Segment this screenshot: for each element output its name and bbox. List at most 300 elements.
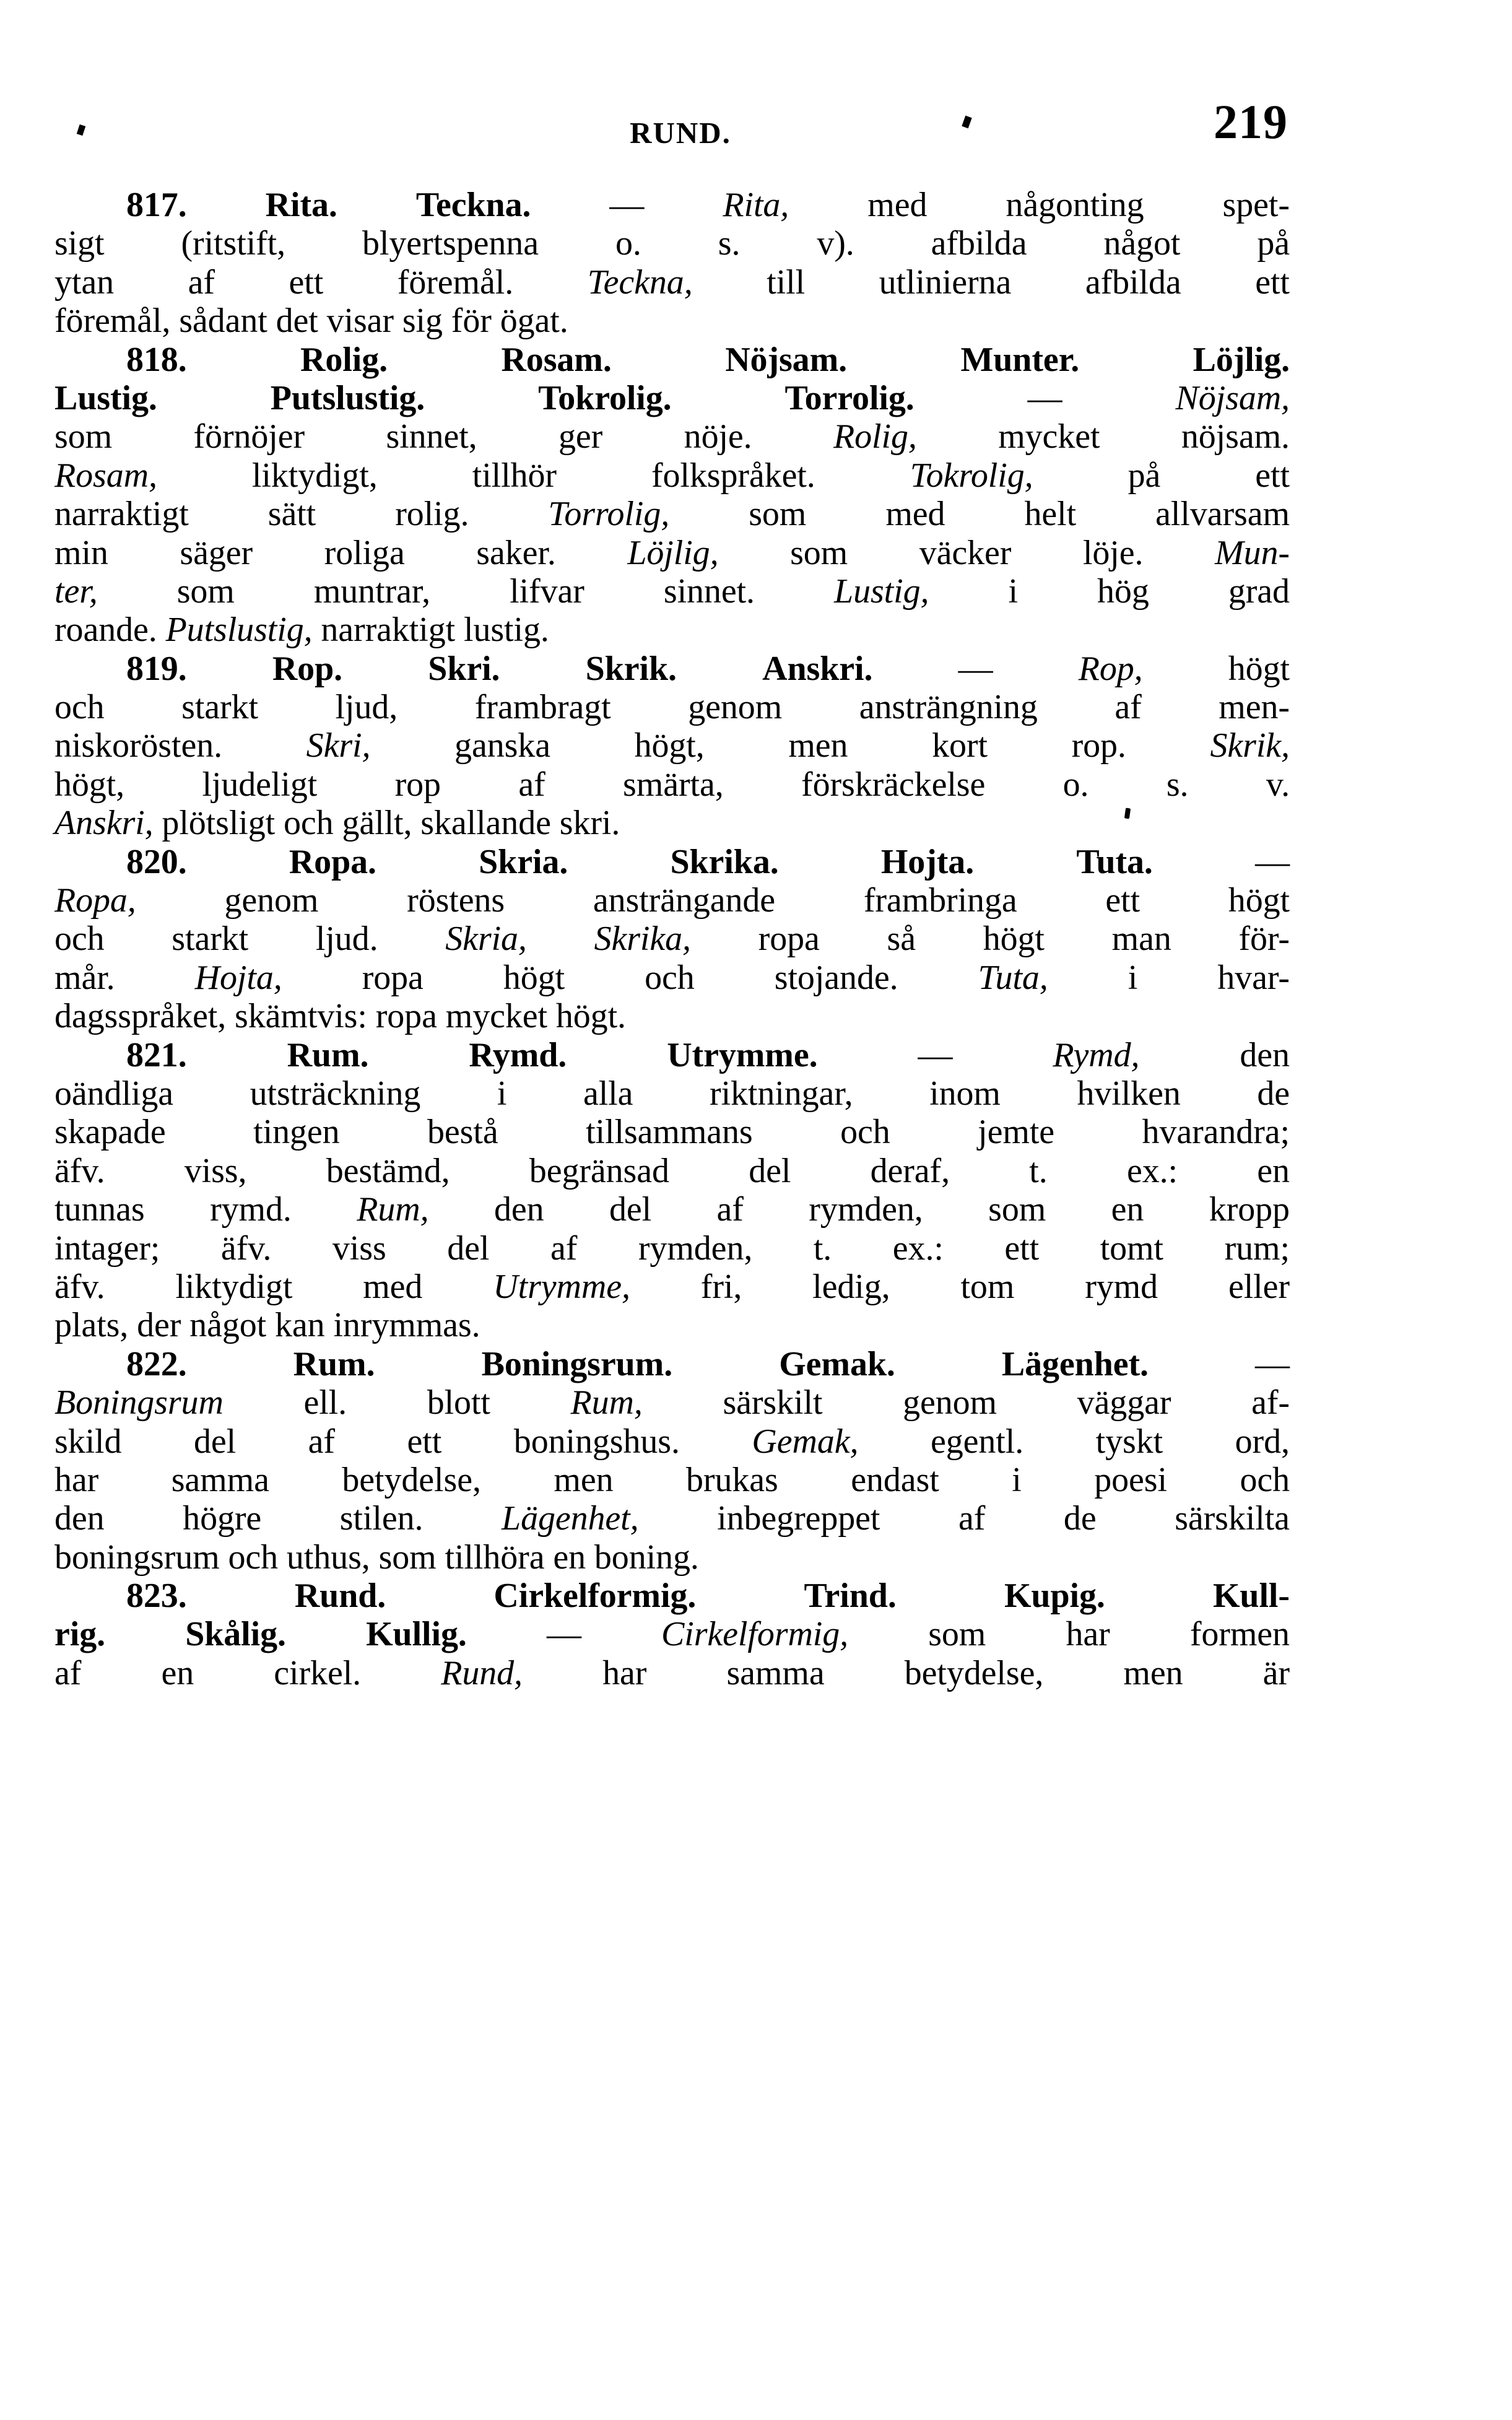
text-line (54, 1422, 1290, 1461)
text-line (54, 1152, 1290, 1190)
word: v). (817, 224, 854, 263)
italic-lemma: Rum, (570, 1383, 643, 1422)
word: nöjsam. (1181, 417, 1290, 456)
text-line (54, 534, 1290, 572)
word: af (550, 1229, 578, 1268)
word: formen (1189, 1615, 1290, 1654)
word: sigt (54, 224, 105, 263)
word: ger (558, 417, 603, 456)
word: genom (903, 1383, 997, 1422)
text-line (54, 1113, 1290, 1151)
headword: Rita. (265, 186, 337, 224)
word: högt (1228, 881, 1290, 920)
headword: Skrika. (670, 842, 779, 881)
word: men (554, 1460, 614, 1499)
word: tom (960, 1267, 1015, 1306)
word: som (749, 495, 807, 534)
word: och (840, 1113, 890, 1152)
headword: Boningsrum. (481, 1344, 673, 1383)
word: tillhör (472, 456, 557, 495)
headword: Putslustig. (270, 378, 425, 417)
headword: Rund. (294, 1577, 386, 1616)
word: högt (983, 920, 1045, 959)
word: — (546, 1615, 581, 1654)
text-line (54, 341, 1290, 379)
word: endast (851, 1460, 939, 1499)
headword: Rum. (287, 1035, 369, 1074)
headword: Skålig. (185, 1615, 286, 1654)
word: starkt (181, 688, 258, 727)
word: af (958, 1499, 986, 1538)
headword: Rop. (272, 649, 343, 688)
word: som (54, 417, 113, 456)
word: ganska (454, 726, 550, 765)
word: förskräckelse (801, 765, 986, 804)
headword: Lustig. (54, 378, 157, 417)
word: v. (1266, 765, 1290, 804)
word: hvilken (1077, 1074, 1181, 1113)
text-line (54, 1577, 1290, 1615)
word: genom (224, 881, 319, 920)
headword: Tuta. (1076, 842, 1153, 881)
word: hvarandra; (1142, 1113, 1290, 1152)
word: samma (726, 1653, 825, 1692)
italic-lemma: Löjlig, (627, 533, 719, 572)
italic-lemma: Torrolig, (548, 495, 670, 534)
word: ledig, (812, 1267, 890, 1306)
word: och (1240, 1460, 1290, 1499)
word: och (54, 920, 105, 959)
headword: 818. (126, 340, 187, 379)
text-line (54, 224, 1290, 263)
word: riktningar, (710, 1074, 853, 1113)
word: ytan (54, 263, 115, 302)
word: den (493, 1190, 544, 1229)
word: plats, der något kan inrymmas. (54, 1306, 480, 1345)
word: säger (180, 533, 253, 572)
word: tillsammans (586, 1113, 753, 1152)
word: rum; (1224, 1229, 1290, 1268)
text-line (54, 765, 1290, 804)
headword: 819. (126, 649, 187, 688)
text-line (54, 804, 1290, 842)
text-line (54, 1229, 1290, 1268)
headword: Kullig. (366, 1615, 467, 1654)
word: äfv. (220, 1229, 272, 1268)
text-line (54, 1499, 1290, 1538)
word: en (161, 1653, 194, 1692)
word: folkspråket. (651, 456, 815, 495)
text-line (54, 650, 1290, 688)
word: ett (407, 1422, 442, 1461)
italic-lemma: Rolig, (833, 417, 917, 456)
text-line (54, 1306, 1290, 1344)
text-line (54, 997, 1290, 1035)
word: ett (1255, 456, 1290, 495)
word: af (308, 1422, 335, 1461)
text-line (54, 611, 1290, 649)
word: viss (332, 1229, 386, 1268)
word: äfv. (54, 1151, 105, 1190)
word: fri, (700, 1267, 742, 1306)
word: ansträngande (593, 881, 776, 920)
word: roliga (324, 533, 405, 572)
word: så (887, 920, 916, 959)
word: stilen. (339, 1499, 424, 1538)
word: (ritstift, (181, 224, 286, 263)
word: med (363, 1267, 423, 1306)
word: ord, (1235, 1422, 1290, 1461)
italic-lemma: Teckna, (587, 263, 693, 302)
text-line (54, 1538, 1290, 1577)
word: ett (1105, 881, 1141, 920)
word: särskilta (1175, 1499, 1290, 1538)
italic-lemma: Rop, (1078, 649, 1143, 688)
italic-lemma: Boningsrum (54, 1383, 224, 1422)
word: intager; (54, 1229, 160, 1268)
headword: Teckna. (415, 186, 531, 224)
text-line (54, 1074, 1290, 1113)
word: hög (1097, 572, 1149, 611)
word: niskorösten. (54, 726, 223, 765)
word: löje. (1082, 533, 1144, 572)
word: stojande. (774, 958, 898, 997)
word: plötsligt och gällt, skallande skri. (153, 804, 620, 843)
word: genom (688, 688, 783, 727)
word: — (609, 186, 645, 224)
word: tyskt (1095, 1422, 1163, 1461)
headword: Skri. (428, 649, 500, 688)
headword: Löjlig. (1193, 340, 1290, 379)
headword: Tokrolig. (538, 378, 672, 417)
word: högt, (634, 726, 705, 765)
text-line (54, 495, 1290, 533)
word: betydelse, (904, 1653, 1044, 1692)
word: ex.: (892, 1229, 944, 1268)
word: af (716, 1190, 744, 1229)
word: ell. (303, 1383, 347, 1422)
word: högt, (54, 765, 125, 804)
headword: Cirkelformig. (493, 1577, 697, 1616)
word: något (1103, 224, 1181, 263)
word: kort (932, 726, 988, 765)
headword: Skrik. (585, 649, 677, 688)
word: begränsad (529, 1151, 669, 1190)
italic-lemma: Rosam, (54, 456, 157, 495)
text-line (54, 379, 1290, 417)
word: föremål. (397, 263, 514, 302)
headword: Trind. (804, 1577, 897, 1616)
text-line (54, 186, 1290, 224)
headword: 822. (126, 1344, 187, 1383)
word: muntrar, (313, 572, 431, 611)
word: bestämd, (326, 1151, 450, 1190)
word: med (867, 186, 928, 224)
word: frambragt (474, 688, 611, 727)
word: föremål, sådant det visar sig för ögat. (54, 302, 568, 341)
headword: Munter. (960, 340, 1080, 379)
italic-lemma: Anskri, (54, 804, 154, 843)
word: narraktigt lustig. (312, 611, 549, 650)
body-text-block (54, 186, 1290, 1692)
word: hvar- (1217, 958, 1290, 997)
word: för- (1238, 920, 1290, 959)
word: nöje. (684, 417, 752, 456)
headword: 823. (126, 1577, 187, 1616)
italic-lemma: Rum, (357, 1190, 429, 1229)
word: har (602, 1653, 647, 1692)
headword: Rymd. (469, 1035, 567, 1074)
word: väcker (919, 533, 1012, 572)
headword: Ropa. (289, 842, 376, 881)
headword: Kull- (1212, 1577, 1290, 1616)
text-line (54, 1615, 1290, 1653)
word: af (518, 765, 545, 804)
text-line (54, 1036, 1290, 1074)
word: sinnet, (386, 417, 477, 456)
word: t. (813, 1229, 832, 1268)
word: del (447, 1229, 490, 1268)
word: samma (171, 1460, 269, 1499)
word: som (988, 1190, 1046, 1229)
word: o. (1062, 765, 1089, 804)
text-line (54, 1190, 1290, 1229)
word: spet- (1222, 186, 1290, 224)
word: en (1257, 1151, 1290, 1190)
word: särskilt (723, 1383, 823, 1422)
word: kropp (1209, 1190, 1290, 1229)
headword: Kupig. (1004, 1577, 1105, 1616)
word: ett (289, 263, 324, 302)
word: deraf, (870, 1151, 950, 1190)
text-line (54, 843, 1290, 881)
word: liktydigt, (251, 456, 378, 495)
text-line (54, 959, 1290, 997)
word: högt (1228, 649, 1290, 688)
word: del (609, 1190, 652, 1229)
word: ett (1255, 263, 1290, 302)
word: på (1127, 456, 1161, 495)
headword: Rum. (293, 1344, 375, 1383)
word: någonting (1006, 186, 1144, 224)
word: är (1262, 1653, 1290, 1692)
word: jemte (978, 1113, 1055, 1152)
text-line (54, 1345, 1290, 1383)
text-line (54, 1654, 1290, 1692)
word: liktydigt (175, 1267, 293, 1306)
word: med (885, 495, 945, 534)
italic-lemma: Skrika, (594, 920, 691, 959)
word: den (54, 1499, 105, 1538)
italic-lemma: Skrik, (1210, 726, 1290, 765)
word: som (176, 572, 235, 611)
headword: Rosam. (501, 340, 612, 379)
running-head-title: RUND. (630, 116, 731, 150)
headword: Hojta. (880, 842, 975, 881)
italic-lemma: Rund, (441, 1653, 523, 1692)
word: en (1111, 1190, 1144, 1229)
word: förnöjer (193, 417, 305, 456)
running-head (54, 93, 1288, 161)
word: sinnet. (663, 572, 755, 611)
word: s. (1166, 765, 1189, 804)
word: och (645, 958, 695, 997)
word: betydelse, (342, 1460, 481, 1499)
word: sätt (267, 495, 316, 534)
word: cirkel. (274, 1653, 362, 1692)
word: i (1127, 958, 1138, 997)
word: har (54, 1460, 99, 1499)
word: starkt (172, 920, 249, 959)
word: oändliga (54, 1074, 174, 1113)
word: boningshus. (513, 1422, 680, 1461)
text-line (54, 726, 1290, 765)
headword: Anskri. (762, 649, 873, 688)
word: del (193, 1422, 237, 1461)
word: har (1066, 1615, 1110, 1654)
text-line (54, 920, 1290, 958)
word: skapade (54, 1113, 166, 1152)
word: eller (1228, 1267, 1290, 1306)
word: mycket (998, 417, 1100, 456)
word: inom (929, 1074, 1001, 1113)
word: — (918, 1035, 953, 1074)
text-line (54, 456, 1290, 495)
word: rymd (1085, 1267, 1158, 1306)
text-line (54, 263, 1290, 302)
headword: Utrymme. (667, 1035, 818, 1074)
word: brukas (686, 1460, 778, 1499)
word: men (788, 726, 848, 765)
word: väggar (1077, 1383, 1171, 1422)
word: utsträckning (250, 1074, 421, 1113)
word: helt (1024, 495, 1077, 534)
italic-lemma: Skria, (445, 920, 527, 959)
word: grad (1228, 572, 1290, 611)
word: afbilda (1085, 263, 1181, 302)
word: rop. (1071, 726, 1126, 765)
word: s. (718, 224, 741, 263)
word: inbegreppet (717, 1499, 880, 1538)
word: rymd. (210, 1190, 292, 1229)
word: boningsrum och uthus, som tillhöra en boning. (54, 1538, 699, 1577)
word: rymden, (638, 1229, 753, 1268)
word: mår. (54, 958, 115, 997)
word: de (1063, 1499, 1097, 1538)
word: lifvar (510, 572, 584, 611)
word: tunnas (54, 1190, 145, 1229)
italic-lemma: Tuta, (978, 958, 1048, 997)
text-line (54, 881, 1290, 920)
word: blyertspenna (362, 224, 539, 263)
word: i (497, 1074, 507, 1113)
word: som (790, 533, 848, 572)
word: saker. (476, 533, 556, 572)
word: ropa (758, 920, 820, 959)
headword: Gemak. (779, 1344, 895, 1383)
word: äfv. (54, 1267, 105, 1306)
word: viss, (184, 1151, 247, 1190)
word: af (1114, 688, 1142, 727)
word: allvarsam (1155, 495, 1290, 534)
word: narraktigt (54, 495, 189, 534)
word: blott (427, 1383, 490, 1422)
word: och (54, 688, 105, 727)
italic-lemma: Rymd, (1053, 1035, 1140, 1074)
word: ansträngning (859, 688, 1038, 727)
headword: Nöjsam. (725, 340, 848, 379)
word: skild (54, 1422, 122, 1461)
text-line (54, 1383, 1290, 1422)
headword: 820. (126, 842, 187, 881)
word: tomt (1100, 1229, 1163, 1268)
text-line (54, 688, 1290, 726)
word: dagsspråket, skämtvis: ropa mycket högt. (54, 997, 626, 1036)
word: ett (1004, 1229, 1040, 1268)
word: som (928, 1615, 986, 1654)
word: röstens (407, 881, 505, 920)
page-number: 219 (1214, 95, 1288, 149)
italic-lemma: Ropa, (54, 881, 136, 920)
word: i (1012, 1460, 1022, 1499)
word: ljud. (315, 920, 378, 959)
headword: 821. (126, 1035, 187, 1074)
italic-lemma: Lustig, (834, 572, 929, 611)
word: egentl. (930, 1422, 1024, 1461)
text-line (54, 417, 1290, 456)
headword: Lägenhet. (1001, 1344, 1149, 1383)
word: roande. (54, 611, 166, 650)
word: alla (583, 1074, 633, 1113)
word: högt (503, 958, 565, 997)
italic-lemma: Mun- (1215, 533, 1290, 572)
italic-lemma: Rita, (723, 186, 789, 224)
word: man (1111, 920, 1171, 959)
word: högre (183, 1499, 262, 1538)
text-line (54, 302, 1290, 340)
text-line (54, 1268, 1290, 1306)
word: af (54, 1653, 82, 1692)
word: — (1027, 378, 1062, 417)
headword: Torrolig. (784, 378, 915, 417)
italic-lemma: Putslustig, (165, 611, 313, 650)
headword: Skria. (479, 842, 568, 881)
word: men (1123, 1653, 1183, 1692)
word: del (749, 1151, 791, 1190)
italic-lemma: ter, (54, 572, 98, 611)
word: men- (1219, 688, 1290, 727)
word: bestå (427, 1113, 498, 1152)
italic-lemma: Skri, (306, 726, 371, 765)
word: ex.: (1126, 1151, 1178, 1190)
word: — (1255, 1344, 1290, 1383)
word: af (188, 263, 215, 302)
word: rop (394, 765, 441, 804)
word: min (54, 533, 108, 572)
word: tingen (253, 1113, 340, 1152)
text-line (54, 572, 1290, 611)
headword: rig. (54, 1615, 106, 1654)
word: rymden, (809, 1190, 923, 1229)
word: de (1257, 1074, 1290, 1113)
word: i (1008, 572, 1018, 611)
headword: Rolig. (300, 340, 388, 379)
word: — (958, 649, 993, 688)
italic-lemma: Nöjsam, (1175, 378, 1290, 417)
word: ljud, (335, 688, 398, 727)
word: afbilda (931, 224, 1027, 263)
word: o. (615, 224, 641, 263)
